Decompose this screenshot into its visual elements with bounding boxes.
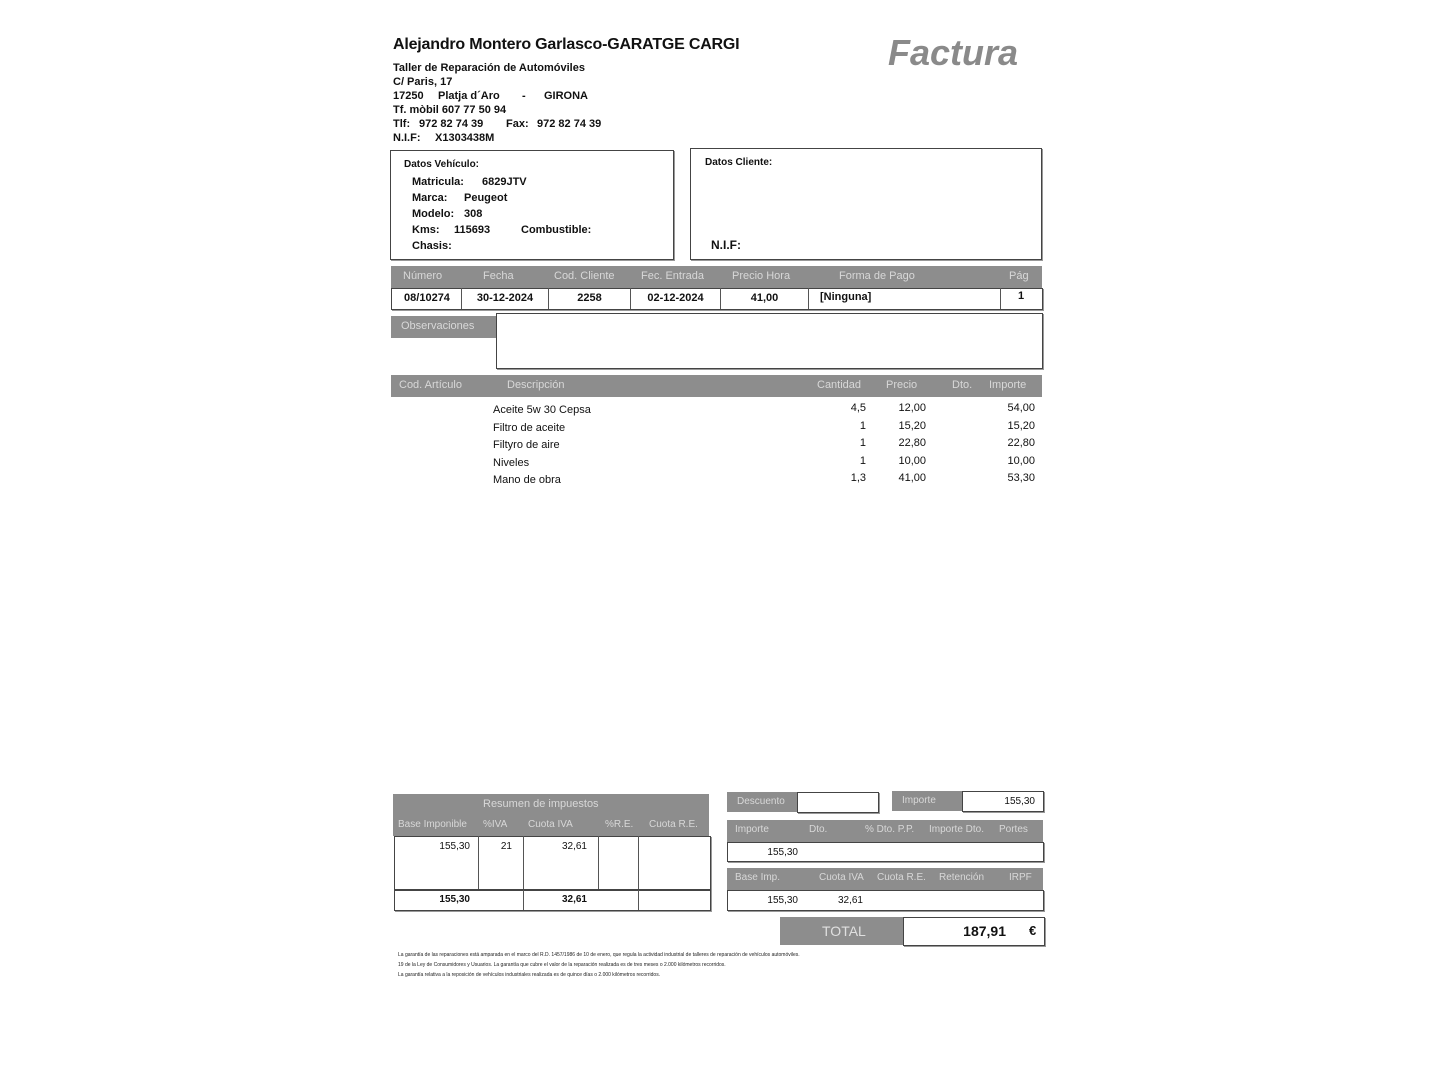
item-price: 15,20 — [898, 420, 926, 432]
tax-summary-header — [393, 794, 709, 836]
item-amount: 53,30 — [1007, 472, 1035, 484]
item-desc: Filtro de aceite — [493, 422, 566, 434]
col-entry-date: Fec. Entrada — [641, 270, 704, 282]
mid-value: 155,30 — [767, 847, 798, 858]
mid-col-shipping: Portes — [999, 824, 1028, 835]
col-payment: Forma de Pago — [839, 270, 915, 282]
fuel-label: Combustible: — [521, 224, 592, 236]
divider — [638, 836, 639, 889]
tax-totals-col-irpf: IRPF — [1009, 872, 1032, 883]
tax-totals-col-re: Cuota R.E. — [877, 872, 926, 883]
col-hour-price: Precio Hora — [732, 270, 791, 282]
divider — [638, 890, 639, 910]
shop-phone-label: Tlf: — [393, 118, 411, 130]
tax-col-re-rate: %R.E. — [605, 819, 634, 830]
legal-line-2: 19 de la Ley de Consumidores y Usuarios. La garantía que cubre el valor de la reparación realizada es de tres meses o 2.000 kilómetros recorridos. — [398, 962, 726, 968]
mid-values-row — [727, 842, 1044, 862]
discount-box — [797, 792, 879, 813]
col-article-code: Cod. Artículo — [399, 379, 462, 391]
tax-totals-header-bar — [727, 868, 1043, 890]
model-label: Modelo: — [412, 208, 455, 220]
plate-value: 6829JTV — [482, 176, 527, 188]
divider — [523, 836, 524, 889]
item-qty: 1,3 — [850, 472, 866, 484]
document-title: Factura — [888, 32, 1019, 73]
col-price: Precio — [886, 379, 918, 391]
tax-base: 155,30 — [439, 841, 470, 852]
tax-col-re-quota: Cuota R.E. — [649, 819, 698, 830]
item-qty: 1 — [859, 437, 866, 449]
divider — [598, 836, 599, 889]
tax-col-base: Base Imponible — [398, 819, 467, 830]
client-nif-label: N.I.F: — [711, 238, 741, 252]
shop-name: Alejandro Montero Garlasco-GARATGE CARGI — [393, 36, 740, 53]
mid-col-pp: % Dto. P.P. — [865, 824, 915, 835]
shop-subtitle: Taller de Reparación de Automóviles — [393, 62, 585, 74]
subtotal-label-bg — [892, 791, 962, 811]
shop-phone: 972 82 74 39 — [419, 118, 484, 130]
tax-totals-col-retention: Retención — [939, 872, 985, 883]
col-number: Número — [403, 270, 443, 282]
item-desc: Niveles — [493, 457, 530, 469]
legal-line-1: La garantía de las reparaciones está amparada en el marco del R.D. 1457/1986 de 10 de enero, que regula la actividad industrial de talleres de reparación de vehículos automóviles. — [398, 952, 800, 958]
mid-col-disc-amount: Importe Dto. — [929, 824, 985, 835]
divider — [808, 288, 809, 309]
mid-col-amount: Importe — [735, 824, 769, 835]
items-header-bar — [391, 375, 1042, 397]
shop-postal: 17250 — [393, 90, 424, 102]
invoice-header-bar — [391, 266, 1042, 288]
item-price: 41,00 — [898, 472, 926, 484]
item-qty: 1 — [859, 420, 866, 432]
col-page: Pág — [1009, 270, 1029, 282]
shop-dash: - — [522, 90, 526, 102]
col-client-code: Cod. Cliente — [554, 270, 615, 282]
item-qty: 1 — [859, 455, 866, 467]
client-heading: Datos Cliente: — [705, 157, 773, 168]
col-amount: Importe — [989, 379, 1027, 391]
observations-box — [496, 313, 1043, 369]
tax-totals-col-quota: Cuota IVA — [819, 872, 864, 883]
tax-rate: 21 — [500, 841, 512, 852]
entry-date: 02-12-2024 — [647, 292, 704, 304]
model-value: 308 — [464, 208, 483, 220]
vehicle-heading: Datos Vehículo: — [404, 159, 480, 170]
item-amount: 54,00 — [1007, 402, 1035, 414]
tax-col-rate: %IVA — [483, 819, 508, 830]
payment-method: [Ninguna] — [820, 291, 872, 303]
mid-col-discount: Dto. — [809, 824, 828, 835]
tax-col-quota: Cuota IVA — [528, 819, 573, 830]
total-label: TOTAL — [822, 923, 866, 939]
item-desc: Mano de obra — [493, 474, 561, 486]
item-amount: 15,20 — [1007, 420, 1035, 432]
legal-line-3: La garantía relativa a la reposición de vehículos industriales realizada es de quince días o 2.000 kilómetros recorridos. — [398, 972, 661, 978]
hour-price: 41,00 — [750, 292, 779, 304]
shop-address: C/ Paris, 17 — [393, 76, 453, 88]
chassis-label: Chasis: — [412, 240, 452, 252]
brand-label: Marca: — [412, 192, 448, 204]
invoice-date: 30-12-2024 — [476, 292, 534, 304]
col-date: Fecha — [483, 270, 514, 282]
total-label-bg — [780, 917, 903, 945]
shop-fax: 972 82 74 39 — [537, 118, 602, 130]
plate-label: Matricula: — [412, 176, 464, 188]
item-price: 12,00 — [898, 402, 926, 414]
tax-totals-quota: 32,61 — [837, 895, 863, 906]
tax-base-total: 155,30 — [439, 894, 470, 905]
brand-value: Peugeot — [464, 192, 508, 204]
col-discount: Dto. — [952, 379, 973, 391]
item-desc: Aceite 5w 30 Cepsa — [493, 404, 591, 416]
observations-label: Observaciones — [401, 320, 475, 332]
subtotal-value: 155,30 — [1004, 796, 1035, 807]
tax-totals-base: 155,30 — [767, 895, 798, 906]
item-qty: 4,5 — [850, 402, 866, 414]
total-box — [903, 917, 1045, 946]
subtotal-label: Importe — [902, 795, 936, 806]
item-amount: 22,80 — [1007, 437, 1035, 449]
discount-label-bg — [727, 792, 797, 812]
item-amount: 10,00 — [1007, 455, 1035, 467]
tax-summary-title: Resumen de impuestos — [483, 798, 599, 810]
observations-label-bg — [391, 316, 496, 338]
tax-quota: 32,61 — [561, 841, 587, 852]
tax-quota-total: 32,61 — [561, 894, 587, 905]
shop-town: Platja d´Aro — [438, 90, 500, 102]
shop-nif: X1303438M — [435, 132, 495, 144]
total-value: 187,91 — [963, 923, 1006, 939]
km-label: Kms: — [412, 224, 440, 236]
tax-totals-col-base: Base Imp. — [735, 872, 781, 883]
subtotal-box — [962, 791, 1044, 812]
invoice-number: 08/10274 — [404, 292, 450, 304]
km-value: 115693 — [454, 224, 491, 236]
page-number: 1 — [1017, 290, 1025, 302]
client-box — [690, 148, 1042, 260]
col-quantity: Cantidad — [817, 379, 862, 391]
currency-symbol: € — [1029, 923, 1037, 938]
tax-totals-row — [727, 890, 1044, 911]
discount-label: Descuento — [737, 796, 785, 807]
shop-nif-label: N.I.F: — [393, 132, 421, 144]
col-description: Descripción — [507, 379, 565, 391]
shop-province: GIRONA — [544, 90, 588, 102]
item-price: 22,80 — [898, 437, 926, 449]
client-code: 2258 — [577, 292, 602, 304]
shop-mobile: Tf. mòbil 607 77 50 94 — [393, 104, 507, 116]
shop-fax-label: Fax: — [506, 118, 529, 130]
item-price: 10,00 — [898, 455, 926, 467]
divider — [523, 890, 524, 910]
vehicle-box — [390, 150, 674, 260]
item-desc: Filtyro de aire — [493, 439, 560, 451]
mid-header-bar — [727, 820, 1043, 842]
divider — [478, 836, 479, 889]
